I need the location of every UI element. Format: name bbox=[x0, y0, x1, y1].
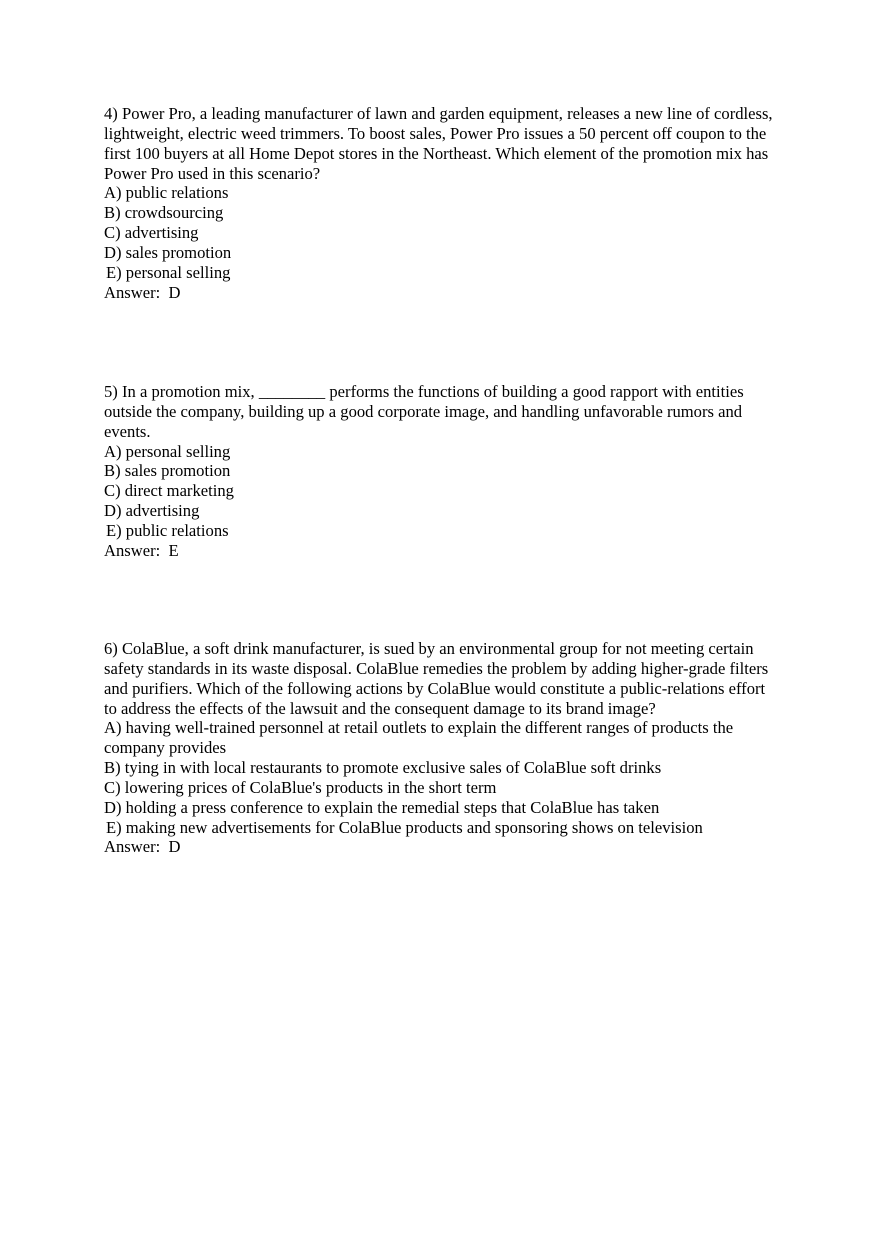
answer-option-b: B) tying in with local restaurants to promote exclusive sales of ColaBlue soft drinks bbox=[104, 758, 662, 778]
answer-key bbox=[104, 283, 776, 303]
question-4 bbox=[104, 104, 776, 302]
answer-option-a: A) personal selling bbox=[104, 441, 231, 461]
question-stem: 4) Power Pro, a leading manufacturer of lawn and garden equipment, releases a new line of cordless, lightweight, electric weed trimmers. To boost sales, Power Pro issues a 50 percent off coupon to the first 100 buyers at all Home Depot stores in the Northeast. Which element of the promotion mix has Power Pro used in this scenario? bbox=[104, 104, 773, 183]
question-5 bbox=[104, 382, 776, 561]
answer-option-b: B) crowdsourcing bbox=[104, 203, 224, 223]
answer-option-c: C) lowering prices of ColaBlue's products in the short term bbox=[104, 777, 497, 797]
answer-option-d: D) advertising bbox=[104, 501, 200, 521]
answer-option-e: E) personal selling bbox=[106, 262, 231, 282]
answer-option-a: A) having well-trained personnel at retail outlets to explain the different ranges of products the company provides bbox=[104, 718, 734, 758]
question-stem: 5) In a promotion mix, ________ performs the functions of building a good rapport with entities outside the company, building up a good corporate image, and handling unfavorable rumors and events. bbox=[104, 382, 744, 441]
answer-label: Answer: bbox=[104, 282, 169, 302]
question-stem: 6) ColaBlue, a soft drink manufacturer, is sued by an environmental group for not meeting certain safety standards in its waste disposal. ColaBlue remedies the problem by adding higher-grade filters and purifiers. Which of the following actions by ColaBlue would constitute a public-relations effort to address the effects of the lawsuit and the consequent damage to its brand image? bbox=[104, 639, 769, 718]
answer-value: D bbox=[168, 282, 181, 302]
answer-key bbox=[104, 837, 776, 857]
answer-option-d: D) sales promotion bbox=[104, 242, 232, 262]
question-6 bbox=[104, 639, 776, 857]
answer-value: D bbox=[168, 837, 181, 857]
answer-label: Answer: bbox=[104, 540, 169, 560]
answer-key bbox=[104, 541, 776, 561]
answer-value: E bbox=[168, 540, 179, 560]
answer-label: Answer: bbox=[104, 837, 169, 857]
answer-option-e: E) public relations bbox=[106, 520, 229, 540]
answer-option-d: D) holding a press conference to explain the remedial steps that ColaBlue has taken bbox=[104, 797, 660, 817]
answer-option-e: E) making new advertisements for ColaBlue products and sponsoring shows on television bbox=[106, 817, 703, 837]
answer-option-b: B) sales promotion bbox=[104, 461, 231, 481]
answer-option-a: A) public relations bbox=[104, 183, 229, 203]
answer-option-c: C) direct marketing bbox=[104, 481, 234, 501]
answer-option-c: C) advertising bbox=[104, 223, 199, 243]
